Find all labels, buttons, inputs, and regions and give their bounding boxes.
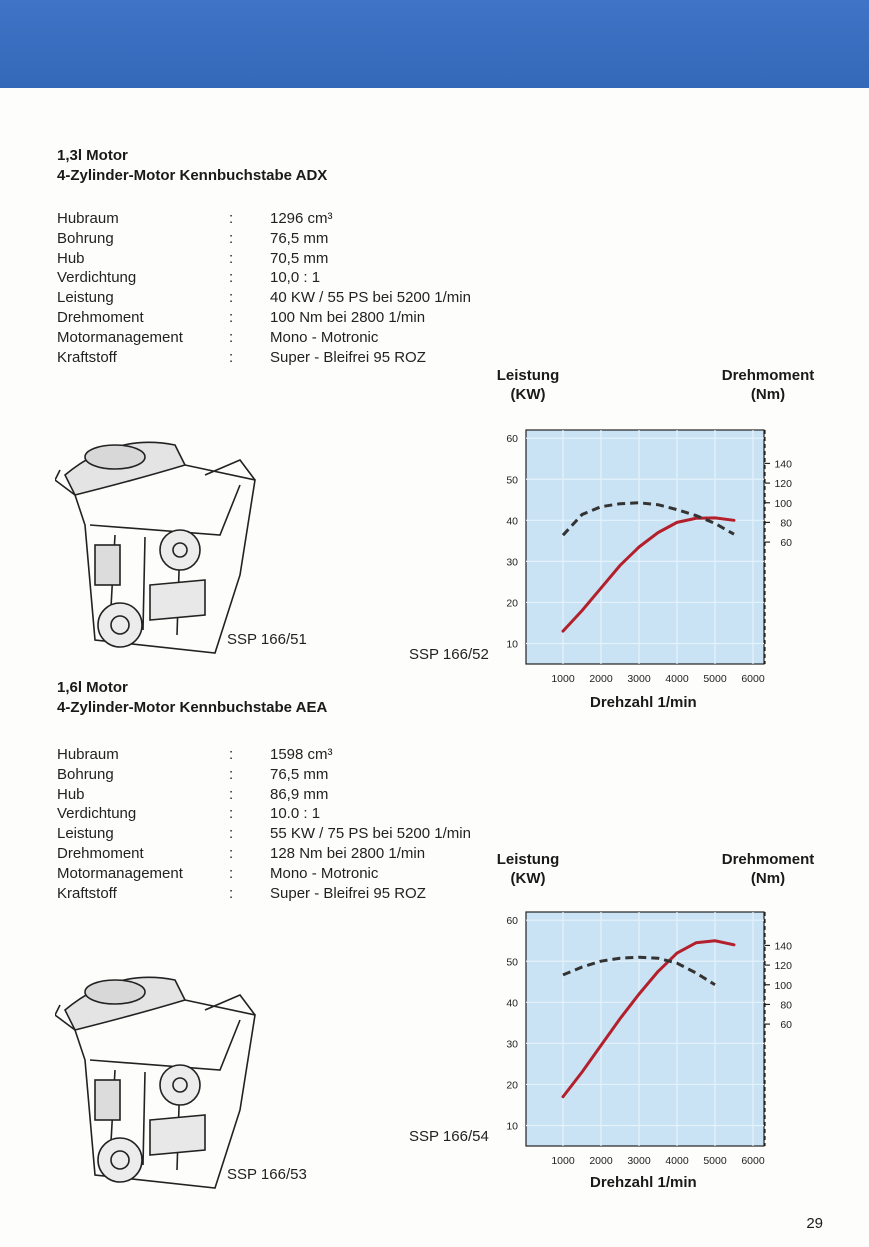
y-tick-label: 50 bbox=[506, 474, 518, 487]
y-tick-label: 10 bbox=[506, 1120, 518, 1133]
spec-label: Motormanagement bbox=[57, 328, 183, 346]
spec-colon: : bbox=[229, 249, 234, 267]
y-tick-label: 20 bbox=[506, 1079, 518, 1092]
spec-colon: : bbox=[229, 348, 234, 366]
spec-label: Verdichtung bbox=[57, 269, 137, 287]
y2-tick-label: 60 bbox=[780, 537, 792, 550]
y-tick-label: 60 bbox=[506, 915, 518, 928]
chart-2-right-label-line1: Drehmoment bbox=[721, 851, 815, 868]
spec-label: Kraftstoff bbox=[57, 884, 117, 902]
spec-value: 10,0 : 1 bbox=[270, 269, 321, 287]
chart-1-right-label-line2: (Nm) bbox=[750, 386, 786, 403]
spec-colon: : bbox=[229, 825, 234, 843]
spec-label: Leistung bbox=[57, 825, 114, 843]
section-2-title-line2: 4-Zylinder-Motor Kennbuchstabe AEA bbox=[57, 699, 328, 716]
y-tick-label: 30 bbox=[506, 1038, 518, 1051]
y-tick-label: 40 bbox=[506, 515, 518, 528]
y2-tick-label: 100 bbox=[774, 497, 792, 510]
page-number: 29 bbox=[806, 1215, 823, 1232]
chart-2-right-label-line2: (Nm) bbox=[750, 870, 786, 887]
y2-tick-label: 120 bbox=[774, 960, 792, 973]
y2-tick-label: 100 bbox=[774, 979, 792, 992]
section-1-title-line1: 1,3l Motor bbox=[57, 147, 128, 164]
x-tick-label: 5000 bbox=[703, 1155, 727, 1167]
spec-value: Mono - Motronic bbox=[270, 864, 379, 882]
spec-colon: : bbox=[229, 785, 234, 803]
x-tick-label: 5000 bbox=[703, 673, 727, 685]
plot-area bbox=[526, 912, 764, 1146]
section-1-title bbox=[57, 146, 327, 186]
x-tick-label: 1000 bbox=[551, 673, 575, 685]
spec-value: Super - Bleifrei 95 ROZ bbox=[270, 348, 426, 366]
section-2-title bbox=[57, 678, 327, 718]
spec-label: Hub bbox=[57, 785, 85, 803]
chart-1-left-label-line1: Leistung bbox=[496, 367, 560, 384]
spec-label: Drehmoment bbox=[57, 844, 144, 862]
engine-illustration-1 bbox=[55, 425, 270, 660]
spec-label: Motormanagement bbox=[57, 864, 183, 882]
x-tick-label: 6000 bbox=[741, 1155, 765, 1167]
y2-tick-label: 140 bbox=[774, 458, 792, 471]
y-tick-label: 20 bbox=[506, 597, 518, 610]
chart-1-x-axis-title: Drehzahl 1/min bbox=[590, 694, 697, 711]
spec-colon: : bbox=[229, 765, 234, 783]
chart-2-left-axis-label bbox=[487, 850, 569, 888]
plot-area bbox=[526, 430, 764, 664]
spec-label: Bohrung bbox=[57, 229, 114, 247]
spec-colon: : bbox=[229, 884, 234, 902]
y2-tick-label: 80 bbox=[780, 517, 792, 530]
spec-label: Hubraum bbox=[57, 210, 119, 227]
spec-colon: : bbox=[229, 229, 234, 247]
chart-2-left-label-line2: (KW) bbox=[510, 870, 546, 887]
spec-label: Leistung bbox=[57, 289, 114, 307]
spec-colon: : bbox=[229, 805, 234, 823]
spec-value: Super - Bleifrei 95 ROZ bbox=[270, 884, 426, 902]
spec-value: 10.0 : 1 bbox=[270, 805, 321, 823]
spec-colon: : bbox=[229, 844, 234, 862]
chart-2 bbox=[490, 902, 810, 1177]
spec-colon: : bbox=[229, 864, 234, 882]
spec-value: 1296 cm³ bbox=[270, 210, 333, 227]
y2-tick-label: 80 bbox=[780, 999, 792, 1012]
spec-colon: : bbox=[229, 289, 234, 307]
spec-label: Hubraum bbox=[57, 746, 119, 763]
chart-caption-2: SSP 166/54 bbox=[409, 1128, 489, 1145]
spec-label: Verdichtung bbox=[57, 805, 137, 823]
engine-illustration-2 bbox=[55, 960, 270, 1195]
y-tick-label: 10 bbox=[506, 638, 518, 651]
x-tick-label: 6000 bbox=[741, 673, 765, 685]
chart-caption-1: SSP 166/52 bbox=[409, 646, 489, 663]
section-2-title-line1: 1,6l Motor bbox=[57, 679, 128, 696]
spec-colon: : bbox=[229, 210, 234, 227]
y2-tick-label: 120 bbox=[774, 478, 792, 491]
spec-value: 128 Nm bei 2800 1/min bbox=[270, 844, 426, 862]
engine-caption-1: SSP 166/51 bbox=[227, 631, 307, 648]
chart-1-right-label-line1: Drehmoment bbox=[721, 367, 815, 384]
y-tick-label: 30 bbox=[506, 556, 518, 569]
chart-1-left-label-line2: (KW) bbox=[510, 386, 546, 403]
spec-label: Hub bbox=[57, 249, 85, 267]
x-tick-label: 2000 bbox=[589, 673, 613, 685]
section-1-title-line2: 4-Zylinder-Motor Kennbuchstabe ADX bbox=[57, 167, 328, 184]
chart-2-left-label-line1: Leistung bbox=[496, 851, 560, 868]
x-tick-label: 4000 bbox=[665, 1155, 689, 1167]
x-tick-label: 1000 bbox=[551, 1155, 575, 1167]
spec-value: 76,5 mm bbox=[270, 229, 329, 247]
spec-colon: : bbox=[229, 308, 234, 326]
spec-label: Bohrung bbox=[57, 765, 114, 783]
spec-value: 40 KW / 55 PS bei 5200 1/min bbox=[270, 289, 471, 307]
spec-value: Mono - Motronic bbox=[270, 328, 379, 346]
x-tick-label: 3000 bbox=[627, 673, 651, 685]
spec-label: Drehmoment bbox=[57, 308, 144, 326]
spec-value: 100 Nm bei 2800 1/min bbox=[270, 308, 426, 326]
engine-caption-2: SSP 166/53 bbox=[227, 1166, 307, 1183]
spec-colon: : bbox=[229, 269, 234, 287]
spec-value: 1598 cm³ bbox=[270, 746, 333, 763]
chart-2-right-axis-label bbox=[708, 850, 828, 888]
spec-label: Kraftstoff bbox=[57, 348, 117, 366]
spec-value: 86,9 mm bbox=[270, 785, 329, 803]
chart-2-x-axis-title: Drehzahl 1/min bbox=[590, 1174, 697, 1191]
chart-1-right-axis-label bbox=[708, 366, 828, 404]
spec-colon: : bbox=[229, 328, 234, 346]
x-tick-label: 2000 bbox=[589, 1155, 613, 1167]
y-tick-label: 40 bbox=[506, 997, 518, 1010]
chart-1-left-axis-label bbox=[487, 366, 569, 404]
spec-value: 70,5 mm bbox=[270, 249, 329, 267]
spec-value: 76,5 mm bbox=[270, 765, 329, 783]
y2-tick-label: 140 bbox=[774, 940, 792, 953]
header-band bbox=[0, 0, 869, 88]
y-tick-label: 60 bbox=[506, 433, 518, 446]
y-tick-label: 50 bbox=[506, 956, 518, 969]
x-tick-label: 3000 bbox=[627, 1155, 651, 1167]
chart-1 bbox=[490, 420, 810, 695]
spec-colon: : bbox=[229, 746, 234, 763]
spec-value: 55 KW / 75 PS bei 5200 1/min bbox=[270, 825, 471, 843]
y2-tick-label: 60 bbox=[780, 1019, 792, 1032]
x-tick-label: 4000 bbox=[665, 673, 689, 685]
